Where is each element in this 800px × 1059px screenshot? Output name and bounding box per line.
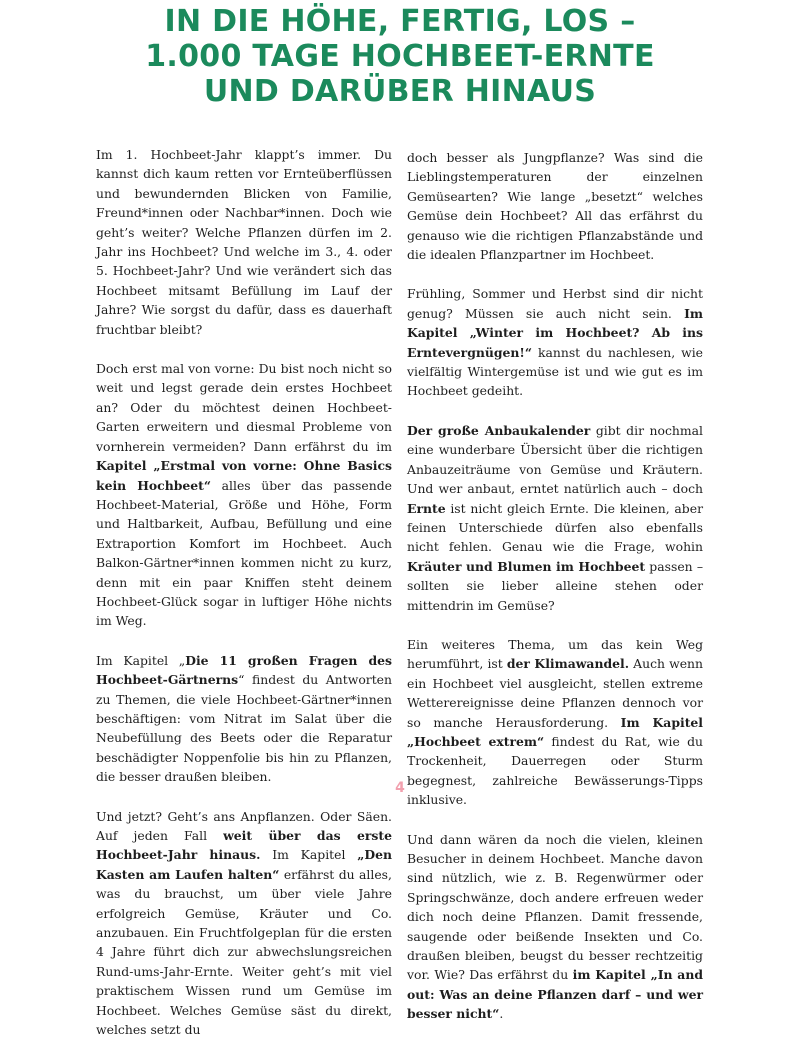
text: doch besser als Jungpflanze? Was sind die Lieblingstemperaturen der einzelnen Gemüsearten? Wie lange „besetzt“ welches Gemüse dein Hochbeet? All das erfährst du genauso wie die richtigen Pflanzabstände und die idealen Pflanzpartner im Hochbeet. [407,150,703,263]
paragraph [407,148,703,264]
text: erfährst du alles, was du brauchst, um über viele Jahre erfolgreich Gemüse, Kräuter und Co. anzubauen. Ein Fruchtfolgeplan für die ersten 4 Jahre führt dich zur abwechslungsreichen Rund-ums-Jahr-Ernte. Weiter geht’s mit viel praktischem Wissen rund um Gemüse im Hochbeet. Welches Gemüse säst du direkt, welches setzt du [96,866,392,1038]
emphasis: Der große Anbaukalender [407,422,591,438]
paragraph [407,421,703,615]
emphasis: der Klimawandel. [506,656,630,672]
text: Im 1. Hochbeet-Jahr klappt’s immer. Du kannst dich kaum retten vor Ernteüberflüssen und bewundernden Blicken von Familie, Freund*innen oder Nachbar*innen. Doch wie geht’s weiter? Welche Pflanzen dürfen im 2. Jahr ins Hochbeet? Und welche im 3., 4. oder 5. Hochbeet-Jahr? Und wie verändert sich das Hochbeet mitsamt Befüllung im Lauf der Jahre? Wie sorgst du dafür, dass es dauerhaft fruchtbar bleibt? [96,147,392,337]
text: passen – sollten sie lieber alleine stehen oder mittendrin im Gemüse? [407,558,704,613]
page-number: 4 [395,780,405,796]
page-title [40,4,760,109]
paragraph [96,359,392,631]
text: . [499,1006,504,1022]
text: kannst du nachlesen, wie vielfältig Wintergemüse ist und wie gut es im Hochbeet gedeiht. [407,344,703,399]
title-line-3: UND DARÜBER HINAUS [203,74,597,109]
text: Im Kapitel [260,847,358,863]
text: Und jetzt? Geht’s ans Anpflanzen. Oder Säen. Auf jeden Fall [96,808,392,843]
emphasis: Kapitel „Erstmal von vorne: Ohne Basics kein Hochbeet“ [96,458,392,493]
text: Und dann wären da noch die vielen, kleinen Besucher in deinem Hochbeet. Manche davon sind nützlich, wie z. B. Regenwürmer oder Springschwänze, doch andere erfreuen weder dich noch deine Pflanzen. Damit fressende, saugende oder beißende Insekten und Co. draußen bleiben, beugst du besser rechtzeitig vor. Wie? Das erfährst du [407,831,703,983]
emphasis: Im Kapitel „Hochbeet extrem“ [407,714,704,749]
emphasis: Ernte [407,500,446,516]
emphasis: Kräuter und Blumen im Hochbeet [407,558,646,574]
text: gibt dir nochmal eine wunderbare Übersicht über die richtigen Anbauzeiträume von Gemüse und Kräutern. Und wer anbaut, erntet natürlich auch – doch [407,422,703,497]
right-column [407,148,703,1044]
paragraph [96,807,392,1040]
paragraph [407,284,703,400]
text: “ findest du Antworten zu Themen, die viele Hochbeet-Gärtner*innen beschäftigen: vom Nitrat im Salat über die Neubefüllung des Beets oder die Reparatur beschädigter Noppenfolie bis hin zu Pflanzen, die besser draußen bleiben. [96,672,392,785]
emphasis: Im Kapitel „Winter im Hochbeet? Ab ins Erntevergnügen!“ [407,305,703,360]
text: Frühling, Sommer und Herbst sind dir nicht genug? Müssen sie auch nicht sein. [407,286,703,321]
paragraph [407,830,703,1024]
paragraph [96,651,392,787]
emphasis: weit über das erste Hochbeet-Jahr hinaus. [96,828,392,863]
title-line-1: IN DIE HÖHE, FERTIG, LOS – [164,4,636,39]
text: Ein weiteres Thema, um das kein Weg herumführt, ist [407,636,703,672]
text: Auch wenn ein Hochbeet viel ausgleicht, stellen extreme Wetterereignisse deine Pflanzen dennoch vor so manche Herausforderung. [407,656,703,730]
text: Doch erst mal von vorne: Du bist noch nicht so weit und legst gerade dein erstes Hochbeet an? Oder du möchtest deinen Hochbeet-Garten erweitern und diesmal Probleme von vornherein vermeiden? Dann erfährst du im [96,361,392,454]
emphasis: Die 11 großen Fragen des Hochbeet-Gärtnerns [96,652,392,688]
text: findest du Rat, wie du Trockenheit, Dauerregen oder Sturm begegnest, zahlreiche Bewässerungs-Tipps inklusive. [407,733,703,808]
left-column [96,145,392,1059]
paragraph [96,145,392,339]
text: Im Kapitel „ [96,652,186,668]
emphasis: im Kapitel „In and out: Was an deine Pflanzen darf – und wer besser nicht“ [407,967,704,1022]
text: alles über das passende Hochbeet-Material, Größe und Höhe, Form und Haltbarkeit, Aufbau, Befüllung und eine Extraportion Komfort im Hochbeet. Auch Balkon-Gärtner*innen kommen nicht zu kurz, denn mit ein paar Kniffen steht deinem Hochbeet-Glück sogar in luftiger Höhe nichts im Weg. [96,477,392,629]
title-line-2: 1.000 TAGE HOCHBEET-ERNTE [145,39,655,74]
text: ist nicht gleich Ernte. Die kleinen, aber feinen Unterschiede dürfen also ebenfalls nicht fehlen. Genau wie die Frage, wohin [407,500,703,555]
emphasis: „Den Kasten am Laufen halten“ [96,847,392,882]
